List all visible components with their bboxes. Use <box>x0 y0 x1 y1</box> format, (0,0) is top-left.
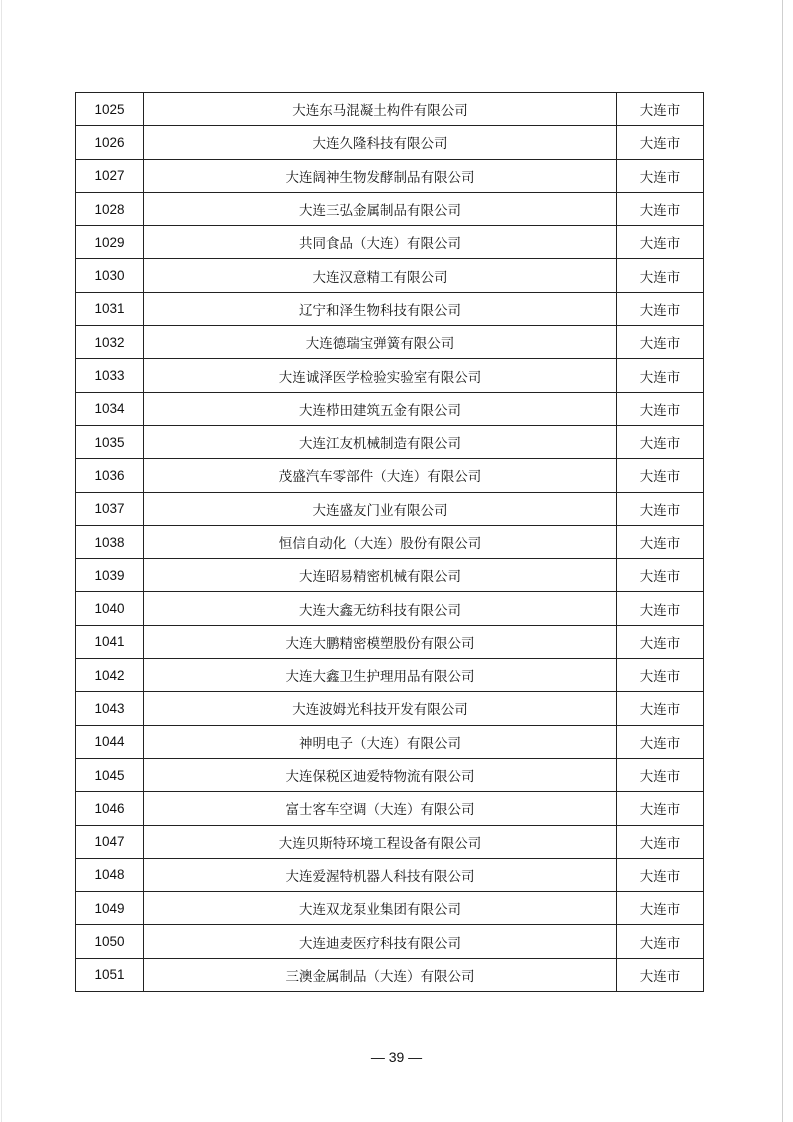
city-cell: 大连市 <box>617 858 704 891</box>
city-cell: 大连市 <box>617 659 704 692</box>
company-list-table <box>75 92 704 992</box>
row-number-cell: 1040 <box>76 592 144 625</box>
row-number-cell: 1036 <box>76 459 144 492</box>
row-number-cell: 1038 <box>76 525 144 558</box>
company-name-cell: 共同食品（大连）有限公司 <box>144 226 617 259</box>
city-cell: 大连市 <box>617 559 704 592</box>
table-row <box>76 326 704 359</box>
company-name-cell: 三澳金属制品（大连）有限公司 <box>144 958 617 991</box>
table-row <box>76 359 704 392</box>
company-name-cell: 大连久隆科技有限公司 <box>144 126 617 159</box>
row-number-cell: 1034 <box>76 392 144 425</box>
table-row <box>76 958 704 991</box>
company-name-cell: 大连保税区迪爱特物流有限公司 <box>144 758 617 791</box>
row-number-cell: 1039 <box>76 559 144 592</box>
city-cell: 大连市 <box>617 525 704 558</box>
table-row <box>76 592 704 625</box>
row-number-cell: 1033 <box>76 359 144 392</box>
city-cell: 大连市 <box>617 226 704 259</box>
company-name-cell: 大连阔神生物发酵制品有限公司 <box>144 159 617 192</box>
city-cell: 大连市 <box>617 459 704 492</box>
table-row <box>76 559 704 592</box>
company-name-cell: 大连大鑫卫生护理用品有限公司 <box>144 659 617 692</box>
city-cell: 大连市 <box>617 692 704 725</box>
table-row <box>76 892 704 925</box>
city-cell: 大连市 <box>617 625 704 658</box>
table-row <box>76 192 704 225</box>
company-name-cell: 大连栉田建筑五金有限公司 <box>144 392 617 425</box>
row-number-cell: 1043 <box>76 692 144 725</box>
company-name-cell: 大连盛友门业有限公司 <box>144 492 617 525</box>
company-name-cell: 大连双龙泵业集团有限公司 <box>144 892 617 925</box>
city-cell: 大连市 <box>617 159 704 192</box>
table-row <box>76 292 704 325</box>
page-edge-right <box>782 0 783 1122</box>
row-number-cell: 1049 <box>76 892 144 925</box>
company-name-cell: 大连东马混凝土构件有限公司 <box>144 93 617 126</box>
row-number-cell: 1032 <box>76 326 144 359</box>
table-row <box>76 758 704 791</box>
table-row <box>76 725 704 758</box>
city-cell: 大连市 <box>617 326 704 359</box>
city-cell: 大连市 <box>617 792 704 825</box>
table-row <box>76 226 704 259</box>
table-row <box>76 925 704 958</box>
table-row <box>76 425 704 458</box>
company-name-cell: 神明电子（大连）有限公司 <box>144 725 617 758</box>
company-name-cell: 大连三弘金属制品有限公司 <box>144 192 617 225</box>
table-row <box>76 93 704 126</box>
row-number-cell: 1031 <box>76 292 144 325</box>
table-row <box>76 525 704 558</box>
table-row <box>76 126 704 159</box>
company-name-cell: 大连昭易精密机械有限公司 <box>144 559 617 592</box>
city-cell: 大连市 <box>617 126 704 159</box>
city-cell: 大连市 <box>617 725 704 758</box>
company-name-cell: 大连诚泽医学检验实验室有限公司 <box>144 359 617 392</box>
row-number-cell: 1048 <box>76 858 144 891</box>
city-cell: 大连市 <box>617 425 704 458</box>
company-name-cell: 大连迪麦医疗科技有限公司 <box>144 925 617 958</box>
row-number-cell: 1045 <box>76 758 144 791</box>
row-number-cell: 1046 <box>76 792 144 825</box>
row-number-cell: 1047 <box>76 825 144 858</box>
row-number-cell: 1041 <box>76 625 144 658</box>
row-number-cell: 1035 <box>76 425 144 458</box>
row-number-cell: 1027 <box>76 159 144 192</box>
city-cell: 大连市 <box>617 292 704 325</box>
company-name-cell: 大连大鹏精密模塑股份有限公司 <box>144 625 617 658</box>
company-name-cell: 茂盛汽车零部件（大连）有限公司 <box>144 459 617 492</box>
row-number-cell: 1051 <box>76 958 144 991</box>
company-name-cell: 大连爱渥特机器人科技有限公司 <box>144 858 617 891</box>
city-cell: 大连市 <box>617 958 704 991</box>
table-row <box>76 825 704 858</box>
city-cell: 大连市 <box>617 892 704 925</box>
table-row <box>76 659 704 692</box>
company-name-cell: 大连江友机械制造有限公司 <box>144 425 617 458</box>
page-number: — 39 — <box>370 1049 423 1065</box>
company-name-cell: 大连贝斯特环境工程设备有限公司 <box>144 825 617 858</box>
company-name-cell: 大连波姆光科技开发有限公司 <box>144 692 617 725</box>
table-row <box>76 492 704 525</box>
row-number-cell: 1025 <box>76 93 144 126</box>
table-row <box>76 159 704 192</box>
table-body <box>76 93 704 992</box>
page-edge-left <box>1 0 2 1122</box>
city-cell: 大连市 <box>617 925 704 958</box>
city-cell: 大连市 <box>617 359 704 392</box>
row-number-cell: 1037 <box>76 492 144 525</box>
city-cell: 大连市 <box>617 93 704 126</box>
row-number-cell: 1026 <box>76 126 144 159</box>
city-cell: 大连市 <box>617 192 704 225</box>
city-cell: 大连市 <box>617 592 704 625</box>
row-number-cell: 1050 <box>76 925 144 958</box>
table-row <box>76 259 704 292</box>
row-number-cell: 1029 <box>76 226 144 259</box>
company-name-cell: 大连德瑞宝弹簧有限公司 <box>144 326 617 359</box>
company-name-cell: 富士客车空调（大连）有限公司 <box>144 792 617 825</box>
company-name-cell: 大连汉意精工有限公司 <box>144 259 617 292</box>
table-row <box>76 858 704 891</box>
city-cell: 大连市 <box>617 392 704 425</box>
table-row <box>76 459 704 492</box>
company-name-cell: 辽宁和泽生物科技有限公司 <box>144 292 617 325</box>
city-cell: 大连市 <box>617 825 704 858</box>
city-cell: 大连市 <box>617 492 704 525</box>
table-row <box>76 392 704 425</box>
city-cell: 大连市 <box>617 758 704 791</box>
company-name-cell: 大连大鑫无纺科技有限公司 <box>144 592 617 625</box>
table-row <box>76 692 704 725</box>
row-number-cell: 1030 <box>76 259 144 292</box>
row-number-cell: 1028 <box>76 192 144 225</box>
table-row <box>76 625 704 658</box>
row-number-cell: 1044 <box>76 725 144 758</box>
table-row <box>76 792 704 825</box>
company-name-cell: 恒信自动化（大连）股份有限公司 <box>144 525 617 558</box>
row-number-cell: 1042 <box>76 659 144 692</box>
city-cell: 大连市 <box>617 259 704 292</box>
